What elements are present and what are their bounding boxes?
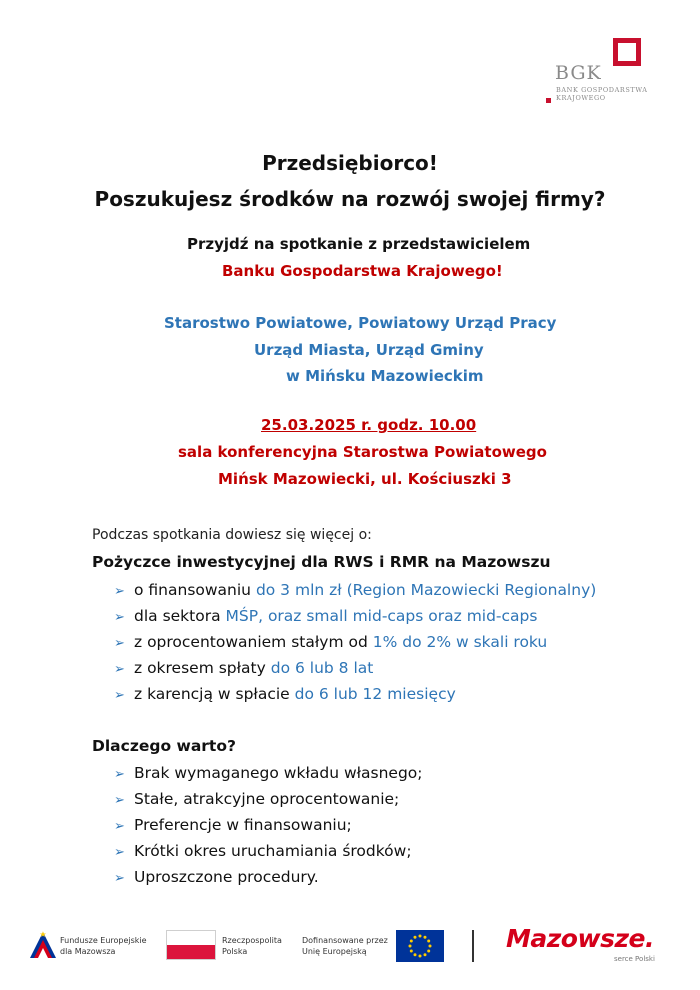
arrow-bullet-icon: ➢: [114, 610, 125, 625]
arrow-bullet-icon: ➢: [114, 636, 125, 651]
fundusze-europejskie-label: Fundusze Europejskie dla Mazowsza: [60, 936, 147, 956]
bgk-dot-mark: [546, 98, 551, 103]
arrow-bullet-icon: ➢: [114, 871, 125, 886]
why-list: [114, 760, 423, 890]
event-date: 25.03.2025 r. godz. 10.00: [261, 416, 477, 434]
arrow-bullet-icon: ➢: [114, 584, 125, 599]
fundusze-europejskie-icon: [30, 928, 56, 958]
organizers-line-2: Urząd Miasta, Urząd Gminy: [254, 341, 484, 359]
invite-line-1: Przyjdź na spotkanie z przedstawicielem: [187, 235, 531, 253]
details-item: ➢ z oprocentowaniem stałym od 1% do 2% w skali roku: [114, 629, 596, 655]
arrow-bullet-icon: ➢: [114, 793, 125, 808]
footer-logos: [0, 922, 700, 972]
details-item: ➢ z karencją w spłacie do 6 lub 12 miesięcy: [114, 681, 596, 707]
arrow-bullet-icon: ➢: [114, 688, 125, 703]
headline-line-2: Poszukujesz środków na rozwój swojej firmy?: [94, 187, 606, 211]
bgk-logo-subtitle: BANK GOSPODARSTWA KRAJOWEGO: [556, 86, 648, 102]
svg-text:★: ★: [39, 930, 47, 939]
why-item: ➢ Krótki okres uruchamiania środków;: [114, 838, 423, 864]
rzeczpospolita-label: Rzeczpospolita Polska: [222, 936, 282, 956]
footer-divider: [472, 930, 474, 962]
why-title: Dlaczego warto?: [92, 737, 236, 755]
details-intro: Podczas spotkania dowiesz się więcej o:: [92, 527, 372, 543]
event-address: Mińsk Mazowiecki, ul. Kościuszki 3: [218, 470, 512, 488]
arrow-bullet-icon: ➢: [114, 767, 125, 782]
details-item: ➢ o finansowaniu do 3 mln zł (Region Mazowiecki Regionalny): [114, 577, 596, 603]
arrow-bullet-icon: ➢: [114, 819, 125, 834]
event-venue: sala konferencyjna Starostwa Powiatowego: [178, 443, 547, 461]
mazowsze-tagline: serce Polski: [614, 955, 655, 963]
headline-line-1: Przedsiębiorco!: [262, 151, 438, 175]
details-title: Pożyczce inwestycyjnej dla RWS i RMR na Mazowszu: [92, 553, 551, 571]
arrow-bullet-icon: ➢: [114, 662, 125, 677]
details-item: ➢ dla sektora MŚP, oraz small mid-caps oraz mid-caps: [114, 603, 596, 629]
why-item: ➢ Preferencje w finansowaniu;: [114, 812, 423, 838]
eu-flag-icon: [396, 930, 444, 962]
invite-line-2: Banku Gospodarstwa Krajowego!: [222, 262, 503, 280]
arrow-bullet-icon: ➢: [114, 845, 125, 860]
bgk-logo: [546, 38, 656, 110]
poland-flag-icon: [166, 930, 216, 960]
details-item: ➢ z okresem spłaty do 6 lub 8 lat: [114, 655, 596, 681]
why-item: ➢ Uproszczone procedury.: [114, 864, 423, 890]
why-item: ➢ Stałe, atrakcyjne oprocentowanie;: [114, 786, 423, 812]
bgk-logo-text: BGK: [555, 62, 602, 84]
why-item: ➢ Brak wymaganego wkładu własnego;: [114, 760, 423, 786]
mazowsze-logo: Mazowsze.: [506, 924, 654, 953]
organizers-line-3: w Mińsku Mazowieckim: [286, 367, 484, 385]
bgk-square-mark: [613, 38, 641, 66]
details-list: [114, 577, 596, 707]
eu-funding-label: Dofinansowane przez Unię Europejską: [302, 936, 388, 956]
organizers-line-1: Starostwo Powiatowe, Powiatowy Urząd Pracy: [164, 314, 557, 332]
